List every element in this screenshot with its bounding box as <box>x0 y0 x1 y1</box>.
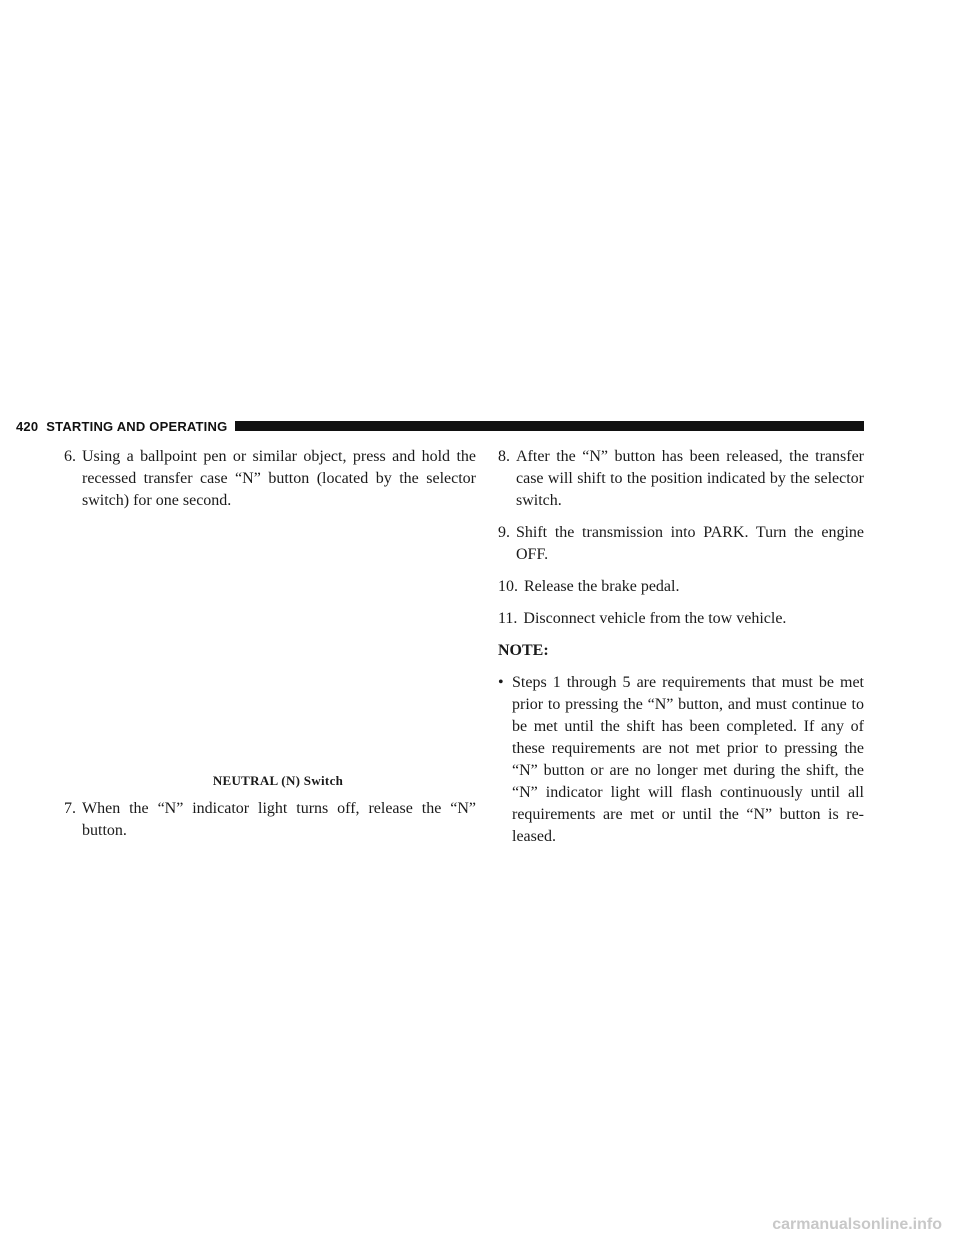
step-text: After the “N” button has been released, the transfer case will shift to the position indicated by the selector switch. <box>516 448 864 509</box>
page-number: 420 <box>16 418 39 434</box>
step-text: Using a ballpoint pen or similar object, press and hold the recessed transfer case “N” button (located by the selector switch) for one second. <box>82 448 476 509</box>
note-label: NOTE: <box>498 642 549 659</box>
header-rule <box>235 421 864 431</box>
step-text: Shift the transmission into PARK. Turn the engine OFF. <box>516 524 864 563</box>
step-number: 11. <box>498 610 518 627</box>
step-text: Release the brake pedal. <box>524 578 680 595</box>
note-bullet <box>498 672 864 848</box>
page-header <box>16 418 864 434</box>
watermark: carmanualsonline.info <box>772 1216 942 1233</box>
bullet-icon: • <box>498 674 504 691</box>
step-11 <box>498 608 864 630</box>
note-text: Steps 1 through 5 are requirements that must be met prior to pressing the “N” button, and must continue to be met until the shift has been completed. If any of these requirements are not met prior to pressing the “N” button or are no longer met during the shift, the “N” indicator light will flash continuously until all requirements are met or until the “N” button is re-leased. <box>512 674 864 845</box>
figure-area <box>64 522 476 770</box>
step-number: 9. <box>498 524 510 541</box>
figure-caption: NEUTRAL (N) Switch <box>212 773 344 788</box>
step-text: When the “N” indicator light turns off, release the “N” button. <box>82 800 476 839</box>
step-number: 7. <box>64 800 76 817</box>
step-7 <box>64 798 476 842</box>
step-number: 8. <box>498 448 510 465</box>
step-8 <box>498 446 864 512</box>
step-number: 6. <box>64 448 76 465</box>
step-10 <box>498 576 864 598</box>
step-text: Disconnect vehicle from the tow vehicle. <box>523 610 787 627</box>
left-column <box>64 446 476 852</box>
step-6 <box>64 446 476 512</box>
step-number: 10. <box>498 578 518 595</box>
step-9 <box>498 522 864 566</box>
right-column <box>498 446 864 848</box>
section-title: STARTING AND OPERATING <box>46 418 228 434</box>
